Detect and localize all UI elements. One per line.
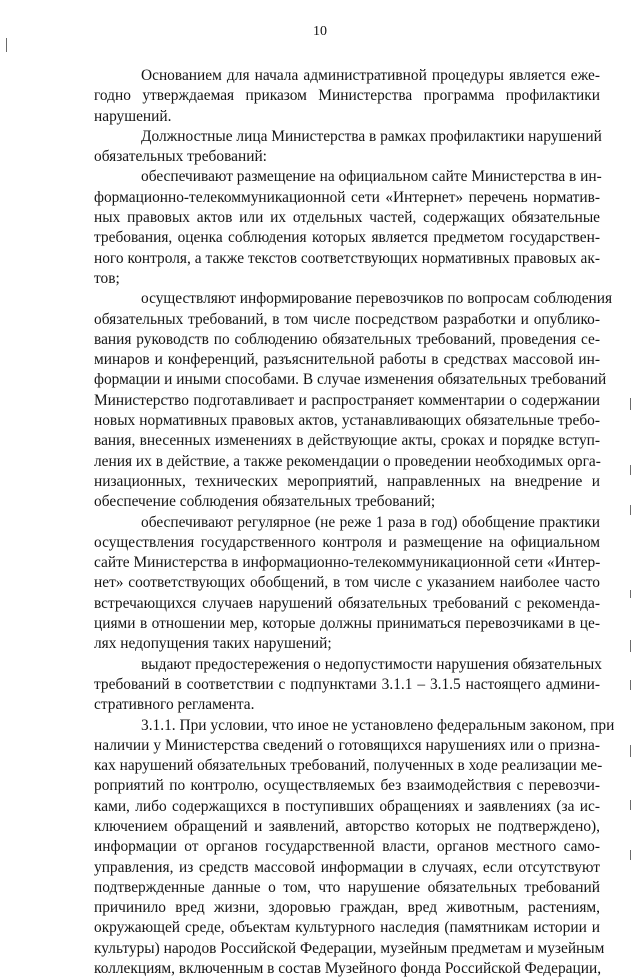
text-line: требования, оценка соблюдения которых является предметом государствен- — [94, 229, 600, 247]
text-line: обязательных требований, в том числе посредством разработки и опублико- — [94, 310, 600, 328]
text-line: осуществляют информирование перевозчиков по вопросам соблюдения — [141, 290, 613, 308]
scan-mark — [630, 850, 631, 860]
text-line: новых нормативных правовых актов, устанавливающих обязательные требо- — [94, 412, 600, 430]
scan-mark — [630, 590, 631, 598]
text-line: информации от органов государственной власти, органов местного само- — [94, 838, 600, 856]
text-line: вания, внесенных изменениях в действующие акты, сроках и порядке вступ- — [94, 432, 600, 450]
text-line: культуры) народов Российской Федерации, музейным предметам и музейным — [94, 939, 605, 957]
text-line: осуществления государственного контроля и размещение на официальном — [94, 533, 600, 551]
text-line: Основанием для начала административной процедуры является еже- — [141, 67, 600, 84]
text-line: годно утверждаемая приказом Министерства программа профилактики — [94, 87, 600, 105]
text-line: ключением обращений и заявлений, авторство которых не подтверждено), — [94, 817, 600, 835]
text-line: сайте Министерства в информационно-телекоммуникационной сети «Интер- — [94, 554, 601, 572]
scan-mark — [630, 640, 631, 652]
page-number: 10 — [313, 24, 327, 39]
text-line: Должностные лица Министерства в рамках профилактики нарушений — [141, 127, 602, 145]
text-line: нарушений. — [94, 107, 172, 125]
text-line: обеспечивают регулярное (не реже 1 раза в год) обобщение практики — [141, 513, 600, 531]
text-line: формационно-телекоммуникационной сети «Интернет» перечень норматив- — [94, 188, 600, 206]
text-line: обеспечивают размещение на официальном сайте Министерства в ин- — [141, 168, 602, 186]
scan-mark — [630, 680, 631, 690]
text-line: управления, из средств массовой информации в случаях, если отсутствуют — [94, 858, 600, 876]
text-line: ками, либо содержащихся в поступивших обращениях и заявлениях (за ис- — [94, 797, 600, 815]
text-line: тов; — [94, 269, 120, 287]
text-line: выдают предостережения о недопустимости нарушения обязательных — [141, 655, 602, 673]
text-line: роприятий по контролю, осуществляемых без взаимодействия с перевозчи- — [94, 777, 600, 795]
text-line: минаров и конференций, разъяснительной работы в средствах массовой ин- — [94, 351, 600, 369]
text-line: Министерство подготавливает и распространяет комментарии о содержании — [94, 391, 600, 409]
text-line: подтвержденные данные о том, что нарушение обязательных требований — [94, 878, 600, 896]
text-line: ных правовых актов или их отдельных частей, содержащих обязательные — [94, 209, 600, 227]
text-line: ного контроля, а также текстов соответствующих нормативных правовых ак- — [94, 249, 600, 267]
text-line: 3.1.1. При условии, что иное не установлено федеральным законом, при — [141, 716, 615, 734]
scan-mark — [630, 465, 631, 475]
scan-mark — [630, 745, 631, 757]
text-line: формации и иными способами. В случае изменения обязательных требований — [94, 371, 607, 389]
scan-mark — [630, 398, 631, 410]
text-line: обеспечение соблюдения обязательных требований; — [94, 493, 436, 511]
text-line: ках нарушений обязательных требований, полученных в ходе реализации ме- — [94, 757, 603, 775]
text-line: ления их в действие, а также рекомендации о проведении необходимых орга- — [94, 452, 601, 470]
text-line: требований в соответствии с подпунктами 3.1.1 – 3.1.5 настоящего админи- — [94, 675, 600, 693]
scan-mark — [630, 800, 631, 810]
scan-mark — [6, 38, 7, 52]
scan-mark — [630, 505, 631, 515]
text-line: обязательных требований: — [94, 148, 267, 166]
text-line: стративного регламента. — [94, 696, 255, 714]
text-line: лях недопущения таких нарушений; — [94, 635, 332, 653]
text-line: низационных, технических мероприятий, направленных на внедрение и — [94, 472, 600, 490]
text-line: коллекциям, включенным в состав Музейного фонда Российской Федерации, — [94, 960, 602, 978]
text-line: наличии у Министерства сведений о готовящихся нарушениях или о призна- — [94, 736, 600, 754]
text-line: окружающей среде, объектам культурного наследия (памятникам истории и — [94, 919, 600, 937]
text-line: встречающихся случаев нарушений обязательных требований с рекоменда- — [94, 594, 600, 612]
text-line: вания руководств по соблюдению обязательных требований, проведения се- — [94, 330, 600, 348]
text-line: нет» соответствующих обобщений, в том числе с указанием наиболее часто — [94, 574, 600, 592]
text-line: причинило вред жизни, здоровью граждан, вред животным, растениям, — [94, 899, 600, 917]
text-line: циями в отношении мер, которые должны приниматься перевозчиками в це- — [94, 615, 600, 633]
document-body — [94, 66, 615, 979]
